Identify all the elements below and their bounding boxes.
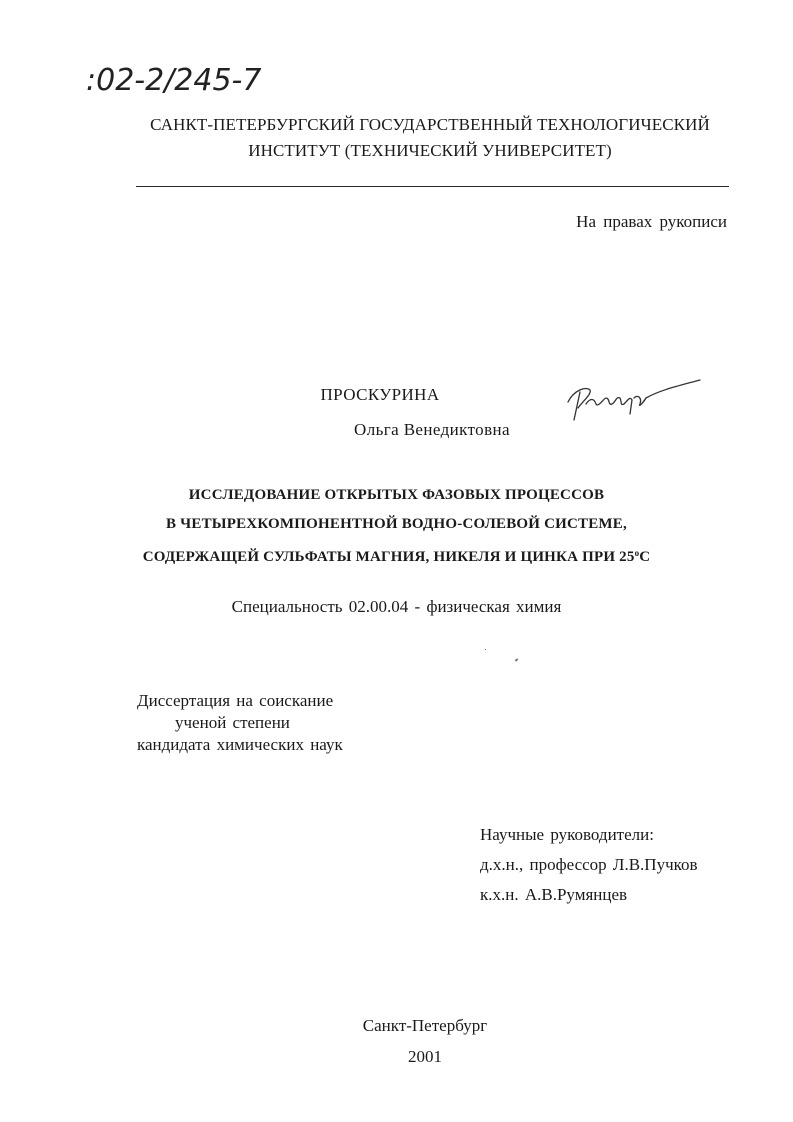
author-signature xyxy=(560,368,710,428)
scan-speck xyxy=(485,649,486,650)
supervisor-1: д.х.н., профессор Л.В.Пучков xyxy=(480,855,698,874)
degree-statement xyxy=(137,690,343,756)
thesis-title-line-1: ИССЛЕДОВАНИЕ ОТКРЫТЫХ ФАЗОВЫХ ПРОЦЕССОВ xyxy=(188,487,605,503)
author-given-names: Ольга Венедиктовна xyxy=(354,420,510,439)
author-surname: ПРОСКУРИНА xyxy=(320,385,440,404)
institution-line-2: ИНСТИТУТ (ТЕХНИЧЕСКИЙ УНИВЕРСИТЕТ) xyxy=(248,141,612,160)
thesis-title-line-3 xyxy=(80,539,713,572)
supervisor-2: к.х.н. А.В.Румянцев xyxy=(480,885,628,904)
supervisors-heading: Научные руководители: xyxy=(480,825,654,844)
thesis-title-line-3-text: СОДЕРЖАЩЕЙ СУЛЬФАТЫ МАГНИЯ, НИКЕЛЯ И ЦИНКА ПРИ 25 xyxy=(142,549,635,565)
scan-speck xyxy=(515,658,519,661)
degree-statement-line-3: кандидата химических наук xyxy=(137,735,343,754)
year: 2001 xyxy=(408,1047,442,1066)
institution-line-1: САНКТ-ПЕТЕРБУРГСКИЙ ГОСУДАРСТВЕННЫЙ ТЕХНОЛОГИЧЕСКИЙ xyxy=(150,115,710,134)
degree-statement-line-2: ученой степени xyxy=(175,713,290,732)
degree-statement-line-1: Диссертация на соискание xyxy=(137,691,334,710)
archive-number-text: :02-2/245-7 xyxy=(86,63,262,98)
manuscript-note: На правах рукописи xyxy=(576,212,727,231)
archive-number xyxy=(86,58,346,102)
thesis-title xyxy=(80,481,713,572)
specialty: Специальность 02.00.04 - физическая химия xyxy=(231,597,562,616)
header-divider xyxy=(136,186,729,187)
city: Санкт-Петербург xyxy=(362,1016,488,1035)
supervisors-block xyxy=(480,820,698,910)
degree-sign: о xyxy=(634,548,640,558)
thesis-title-line-2: В ЧЕТЫРЕХКОМПОНЕНТНОЙ ВОДНО-СОЛЕВОЙ СИСТЕМЕ, xyxy=(166,516,627,532)
temperature-unit: С xyxy=(639,549,651,565)
institution-name xyxy=(120,112,740,164)
